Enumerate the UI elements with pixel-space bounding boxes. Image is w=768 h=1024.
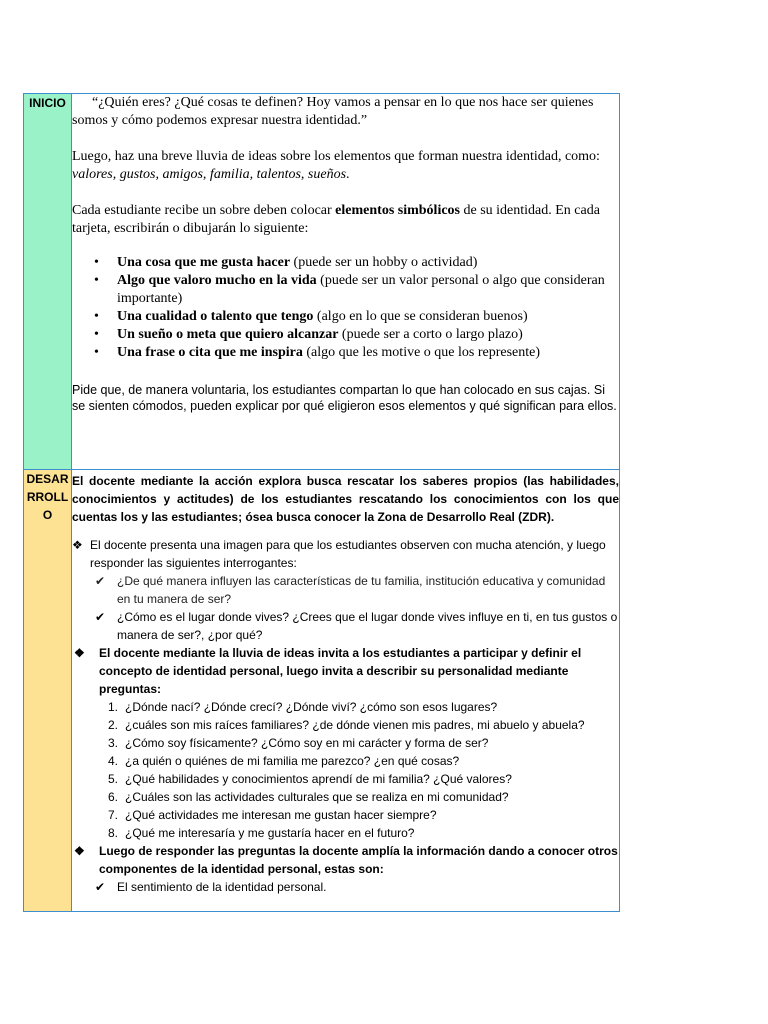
brainstorm-paragraph: [72, 148, 619, 184]
question-number: 2.: [107, 718, 118, 732]
item3-text: Luego de responder las preguntas la docente amplía la información dando a conocer otros componentes de la identidad personal, estas son:: [99, 844, 618, 876]
bullet-rest: (puede ser un hobby o actividad): [290, 255, 478, 270]
desarrollo-intro: El docente mediante la acción explora busca rescatar los saberes propios (las habilidades, conocimientos y actitudes) de los estudiantes rescatando los conocimientos con los que cuentas los y las estudiantes; ósea busca conocer la Zona de Desarrollo Real (ZDR).: [72, 474, 619, 524]
envelope-text-b: de su identidad. En cada tarjeta, escribirán o dibujarán lo siguiente:: [72, 203, 600, 236]
question-number: 1.: [107, 700, 118, 714]
question-text: ¿Cuáles son las actividades culturales que se realiza en mi comunidad?: [125, 790, 509, 804]
bullet-bold: Una frase o cita que me inspira: [117, 345, 303, 360]
question-text: ¿Qué actividades me interesan me gustan hacer siempre?: [125, 808, 437, 822]
check-icon: ✔: [95, 574, 106, 588]
desarrollo-item-2: [72, 644, 619, 698]
diamond-bullet-icon: ❖: [74, 844, 85, 858]
question-text: ¿cuáles son mis raíces familiares? ¿de dónde vienen mis padres, mi abuelo y abuela?: [125, 718, 585, 732]
bullet-item: [72, 272, 619, 308]
inicio-row: [24, 94, 620, 470]
question-text: ¿a quién o quiénes de mi familia me parezco? ¿en qué cosas?: [125, 754, 460, 768]
item1-text: El docente presenta una imagen para que los estudiantes observen con mucha atención, y luego responder las siguientes interrogantes:: [90, 538, 606, 570]
brainstorm-examples: valores, gustos, amigos, familia, talentos, sueños: [72, 167, 347, 182]
bullet-item: [72, 344, 619, 362]
question-text: ¿Cómo soy físicamente? ¿Cómo soy en mi carácter y forma de ser?: [125, 736, 489, 750]
bullet-rest: (algo en lo que se consideran buenos): [313, 309, 528, 324]
inicio-label: INICIO: [24, 94, 72, 470]
desarrollo-row: [24, 470, 620, 912]
card-bullet-list: [72, 254, 619, 362]
brainstorm-intro: Luego, haz una breve lluvia de ideas sobre los elementos que forman nuestra identidad, como:: [72, 149, 600, 164]
question-item: [72, 698, 619, 716]
lesson-table: [23, 93, 620, 912]
envelope-text-a: Cada estudiante recibe un sobre deben colocar: [72, 203, 336, 218]
bullet-item: [72, 326, 619, 344]
bullet-item: [72, 308, 619, 326]
check-item-text: El sentimiento de la identidad personal.: [117, 880, 327, 894]
question-list: [72, 698, 619, 842]
closing-paragraph: Pide que, de manera voluntaria, los estudiantes compartan lo que han colocado en sus cajas. Si se sienten cómodos, pueden explicar por qué eligieron esos elementos y qué significan para ellos.: [72, 383, 617, 413]
question-item: [72, 824, 619, 842]
brainstorm-end: .: [346, 167, 350, 182]
question-item: [72, 734, 619, 752]
diamond-bullet-icon: ❖: [72, 538, 83, 552]
check-item: [72, 878, 619, 896]
check-item: [72, 608, 619, 644]
inicio-quote: “¿Quién eres? ¿Qué cosas te definen? Hoy vamos a pensar en lo que nos hace ser quienes somos y cómo podemos expresar nuestra identidad.”: [72, 95, 594, 128]
question-item: [72, 770, 619, 788]
envelope-text-bold: elementos simbólicos: [335, 203, 460, 218]
bullet-rest: (puede ser un valor personal o algo que consideran importante): [117, 273, 605, 306]
question-item: [72, 806, 619, 824]
bullet-bold: Un sueño o meta que quiero alcanzar: [117, 327, 339, 342]
bullet-bold: Una cosa que me gusta hacer: [117, 255, 291, 270]
item2-text: El docente mediante la lluvia de ideas invita a los estudiantes a participar y definir el concepto de identidad personal, luego invita a describir su personalidad mediante preguntas:: [99, 646, 582, 696]
envelope-paragraph: [72, 202, 619, 238]
bullet-rest: (algo que les motive o que los represente): [302, 345, 541, 360]
diamond-bullet-icon: ❖: [74, 646, 85, 660]
question-item: [72, 752, 619, 770]
desarrollo-label: DESARRROLLO: [24, 470, 72, 912]
question-number: 4.: [107, 754, 118, 768]
check-icon: ✔: [95, 880, 106, 894]
question-number: 6.: [107, 790, 118, 804]
bullet-bold: Algo que valoro mucho en la vida: [117, 273, 317, 288]
desarrollo-item-1: [72, 536, 619, 572]
inicio-content: [72, 94, 620, 470]
question-text: ¿Dónde nací? ¿Dónde crecí? ¿Dónde viví? ¿cómo son esos lugares?: [125, 700, 498, 714]
bullet-rest: (puede ser a corto o largo plazo): [338, 327, 523, 342]
bullet-bold: Una cualidad o talento que tengo: [117, 309, 314, 324]
desarrollo-content: [72, 470, 620, 912]
question-number: 7.: [107, 808, 118, 822]
check-item-text: ¿Cómo es el lugar donde vives? ¿Crees que el lugar donde vives influye en ti, en tus gustos o manera de ser?, ¿por qué?: [117, 610, 618, 642]
desarrollo-item-3: [72, 842, 619, 878]
check-icon: ✔: [95, 610, 106, 624]
check-item-text: ¿De qué manera influyen las características de tu familia, institución educativa y comunidad en tu manera de ser?: [117, 574, 606, 606]
question-number: 3.: [107, 736, 118, 750]
bullet-item: [72, 254, 619, 272]
question-text: ¿Qué habilidades y conocimientos aprendí de mi familia? ¿Qué valores?: [125, 772, 512, 786]
question-item: [72, 716, 619, 734]
question-item: [72, 788, 619, 806]
check-item: [72, 572, 619, 608]
question-text: ¿Qué me interesaría y me gustaría hacer en el futuro?: [125, 826, 415, 840]
question-number: 5.: [107, 772, 118, 786]
question-number: 8.: [107, 826, 118, 840]
